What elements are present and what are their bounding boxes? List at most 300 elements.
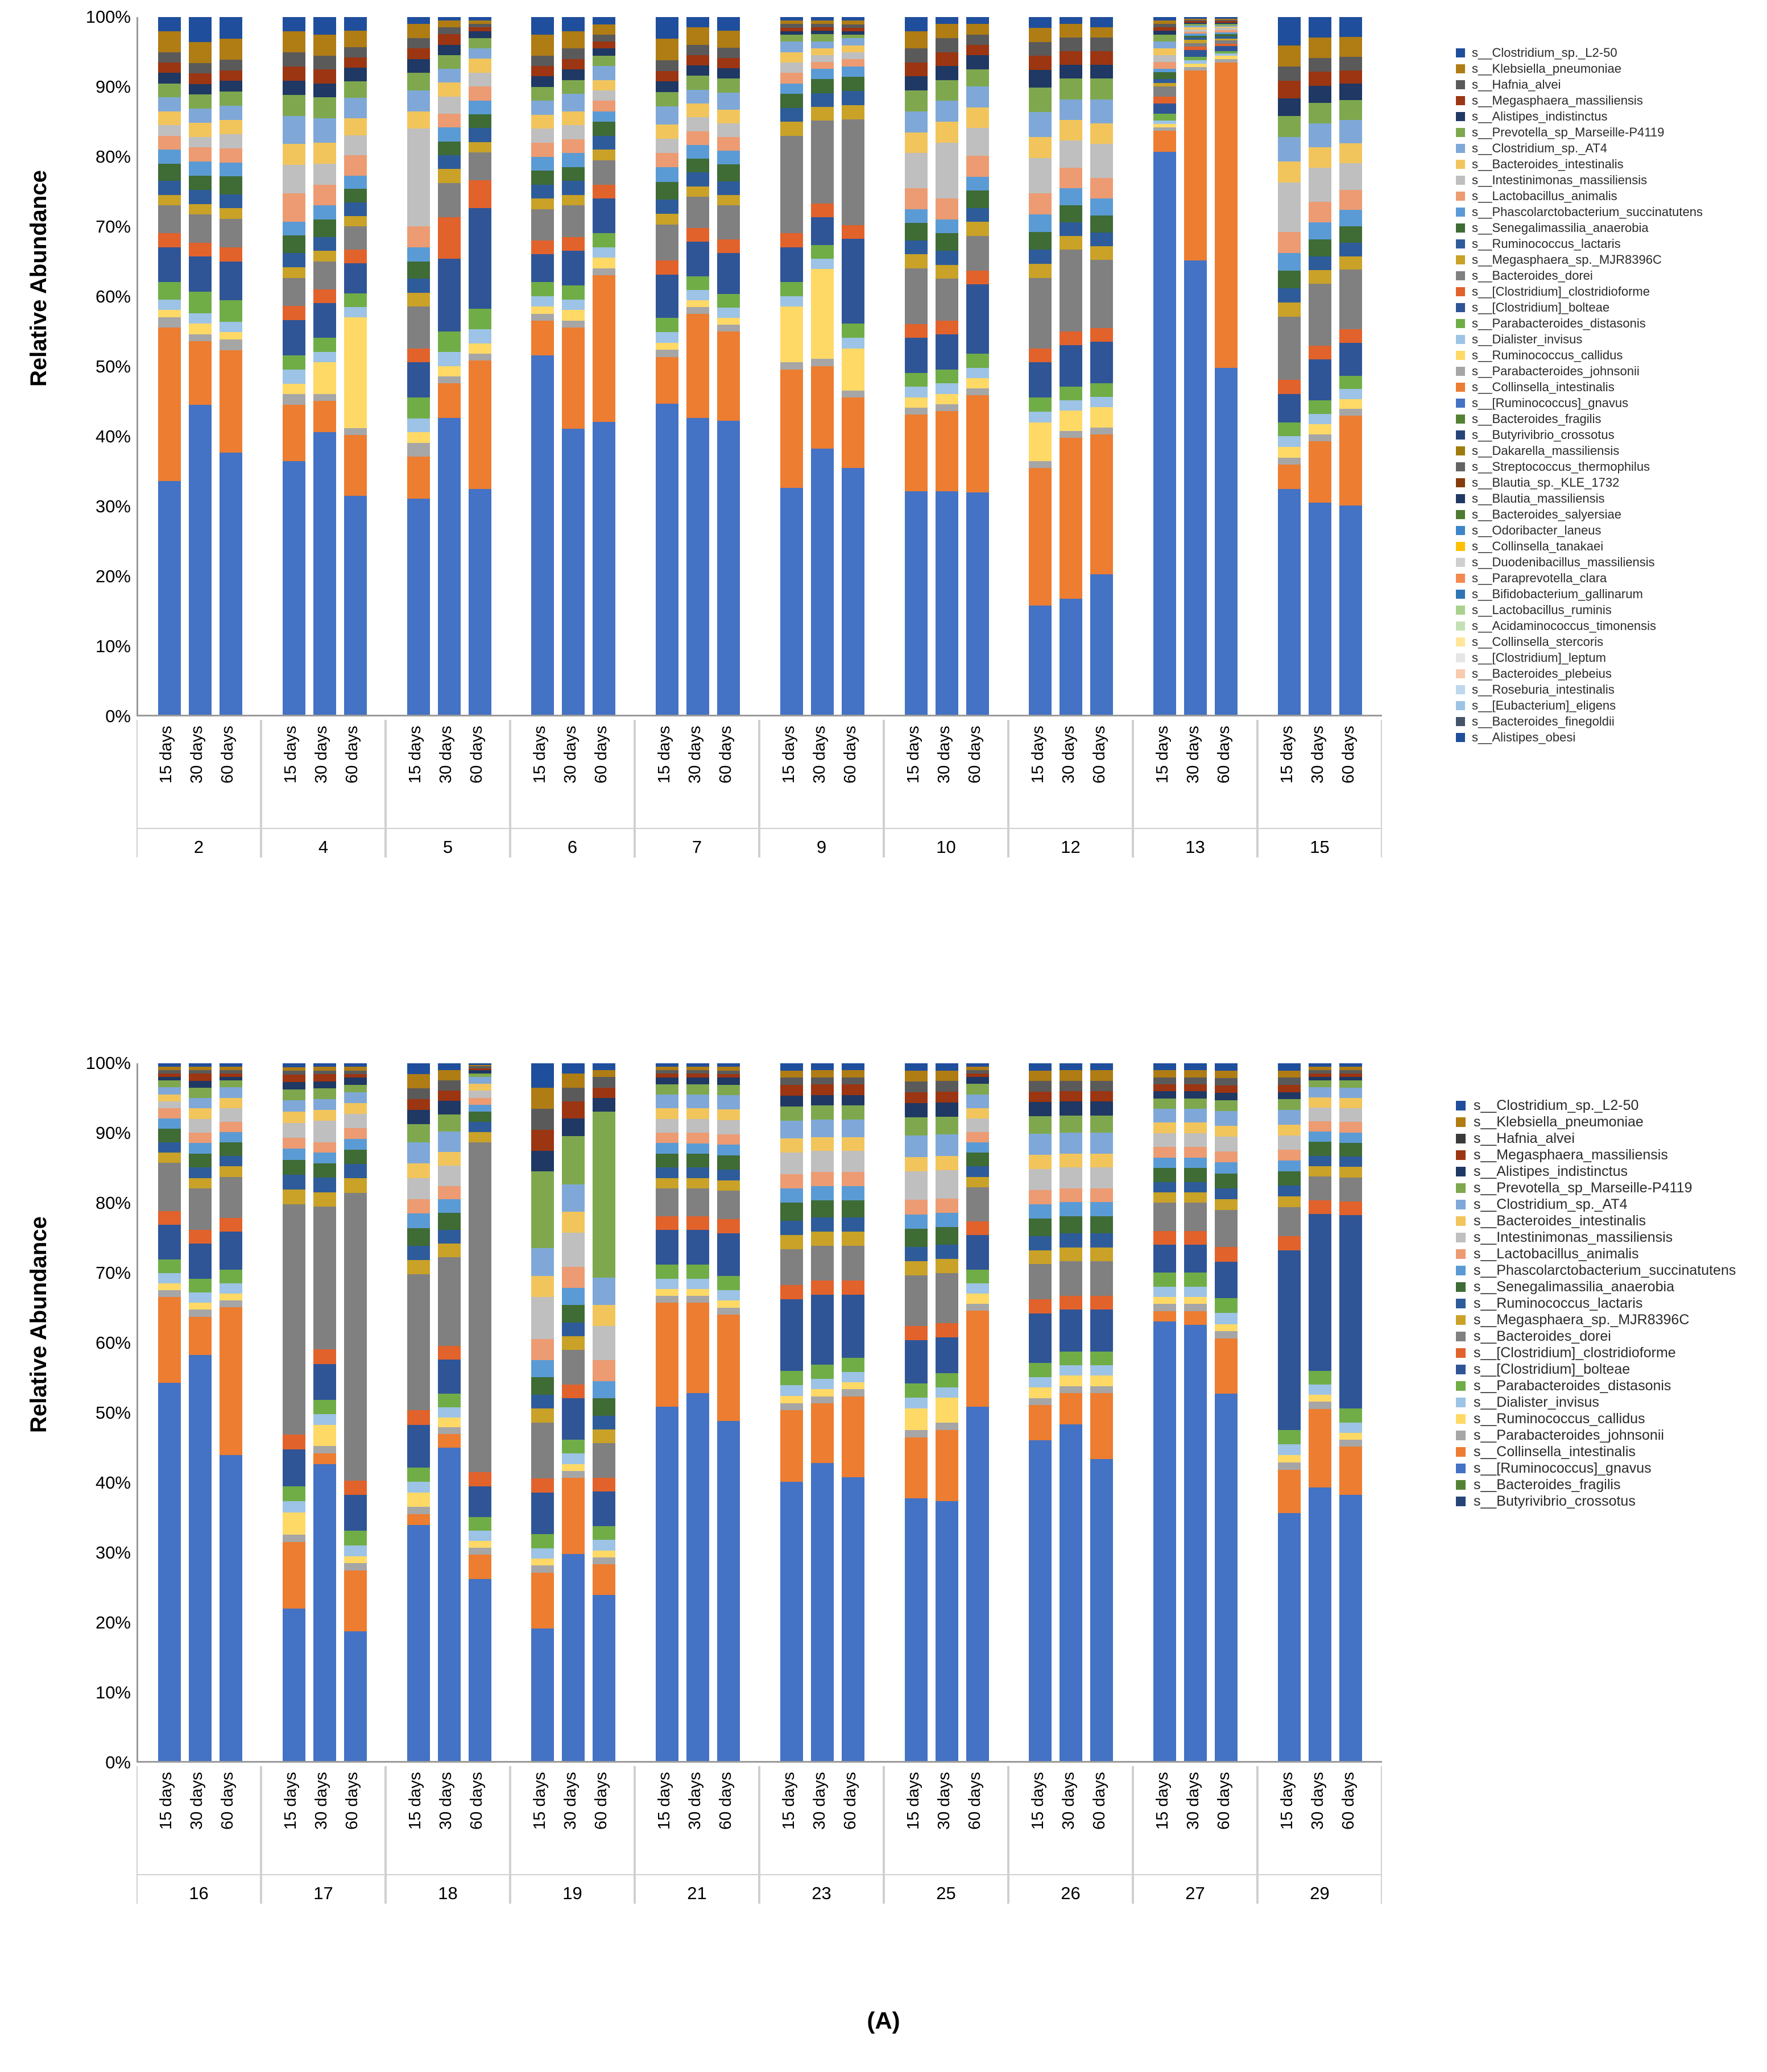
y-tick-label: 80%	[95, 1193, 131, 1213]
legend-item	[1456, 1279, 1736, 1295]
stacked-bar[interactable]	[562, 1063, 585, 1761]
bar-segment	[531, 1248, 554, 1276]
bar-segment	[717, 164, 740, 181]
bar-group	[511, 1063, 636, 1761]
stacked-bar[interactable]	[966, 17, 989, 715]
stacked-bar[interactable]	[1060, 17, 1082, 715]
legend-swatch-icon	[1456, 1315, 1466, 1325]
bar-segment	[344, 1563, 367, 1570]
bar-segment	[1309, 103, 1331, 123]
bar-segment	[686, 1084, 709, 1095]
legend-item	[1456, 571, 1703, 586]
bar-segment	[1278, 394, 1301, 422]
bar-segment	[966, 1177, 989, 1187]
stacked-bar[interactable]	[1184, 17, 1207, 715]
stacked-bar[interactable]	[158, 1063, 181, 1761]
bar-segment	[313, 1464, 336, 1761]
bar-segment	[1090, 78, 1113, 99]
timepoint-label: 15 days	[1153, 1772, 1172, 1830]
bar-segment	[1060, 1070, 1082, 1080]
bar-segment	[562, 237, 585, 251]
bar-segment	[842, 1281, 864, 1295]
stacked-bar[interactable]	[531, 17, 554, 715]
bar-segment	[438, 1070, 461, 1080]
bar-group	[511, 17, 636, 715]
bar-segment	[1029, 362, 1052, 397]
bar-segment	[1309, 1395, 1331, 1402]
bar-segment	[656, 1167, 678, 1178]
bar-segment	[966, 1118, 989, 1132]
bar-segment	[905, 1071, 928, 1081]
legend-item	[1456, 1196, 1736, 1213]
bar-segment	[158, 1383, 181, 1761]
bar-segment	[438, 1132, 461, 1152]
bar-segment	[313, 1178, 336, 1192]
bar-segment	[811, 204, 834, 217]
bar-segment	[283, 193, 305, 222]
bar-segment	[905, 324, 928, 338]
bar-segment	[1060, 1261, 1082, 1296]
timepoint-label: 60 days	[1090, 726, 1108, 784]
bar-segment	[1029, 397, 1052, 412]
bar-segment	[158, 282, 181, 300]
bar-segment	[220, 247, 242, 262]
bar-segment	[811, 1105, 834, 1120]
bar-segment	[656, 1303, 678, 1407]
legend-label: s__Alistipes_obesi	[1472, 730, 1576, 744]
bar-segment	[1215, 1071, 1238, 1078]
stacked-bar[interactable]	[1215, 1063, 1238, 1761]
bar-segment	[1309, 400, 1331, 414]
timepoint-label: 30 days	[1059, 1772, 1078, 1830]
stacked-bar[interactable]	[189, 17, 212, 715]
legend-swatch-icon	[1456, 96, 1465, 105]
legend-label: s__Parabacteroides_johnsonii	[1472, 364, 1640, 378]
stacked-bar[interactable]	[1309, 1063, 1331, 1761]
bar-segment	[1029, 349, 1052, 363]
stacked-bar[interactable]	[1278, 1063, 1301, 1761]
legend-label: s__Hafnia_alvei	[1472, 77, 1561, 92]
bar-segment	[1339, 505, 1362, 715]
bar-segment	[842, 59, 864, 66]
bar-segment	[438, 82, 461, 96]
bar-segment	[842, 1105, 864, 1120]
stacked-bar[interactable]	[686, 17, 709, 715]
bar-segment	[1029, 1377, 1052, 1388]
bar-segment	[936, 1103, 958, 1117]
bar-segment	[966, 1187, 989, 1221]
legend-swatch-icon	[1456, 176, 1465, 185]
stacked-bar[interactable]	[1339, 1063, 1362, 1761]
stacked-bar[interactable]	[1029, 1063, 1052, 1761]
stacked-bar[interactable]	[344, 1063, 367, 1761]
bar-segment	[1029, 1155, 1052, 1169]
stacked-bar[interactable]	[593, 1063, 615, 1761]
bar-segment	[1278, 137, 1301, 161]
stacked-bar[interactable]	[966, 1063, 989, 1761]
bar-segment	[313, 143, 336, 164]
bar-segment	[438, 366, 461, 376]
x-axis-group	[1008, 720, 1133, 857]
bar-segment	[717, 123, 740, 137]
stacked-bar[interactable]	[438, 17, 461, 715]
stacked-bar[interactable]	[469, 17, 491, 715]
bar-segment	[189, 147, 212, 161]
bar-segment	[189, 292, 212, 313]
bar-segment	[220, 163, 242, 177]
bar-segment	[407, 306, 430, 349]
stacked-bar[interactable]	[220, 17, 242, 715]
bar-segment	[407, 499, 430, 715]
stacked-bar[interactable]	[842, 1063, 864, 1761]
bar-segment	[407, 111, 430, 129]
bar-segment	[158, 52, 181, 63]
bar-segment	[1215, 1188, 1238, 1199]
legend-bottom	[1456, 1097, 1736, 1510]
bar-segment	[656, 1407, 678, 1761]
bar-segment	[1278, 1063, 1301, 1071]
bar-segment	[936, 52, 958, 67]
legend-swatch-icon	[1456, 574, 1465, 583]
stacked-bar[interactable]	[1309, 17, 1331, 715]
legend-label: s__Bacteroides_intestinalis	[1474, 1213, 1646, 1229]
legend-item	[1456, 1361, 1736, 1378]
stacked-bar[interactable]	[562, 17, 585, 715]
bar-segment	[313, 338, 336, 352]
legend-item	[1456, 1180, 1736, 1196]
stacked-bar[interactable]	[283, 1063, 305, 1761]
bar-segment	[686, 1119, 709, 1133]
bar-segment	[593, 1491, 615, 1526]
bar-segment	[966, 45, 989, 55]
bar-segment	[1090, 216, 1113, 233]
bar-segment	[1060, 400, 1082, 411]
bar-segment	[905, 1063, 928, 1071]
timepoint-label: 15 days	[655, 1772, 673, 1830]
stacked-bar[interactable]	[780, 1063, 803, 1761]
bar-segment	[344, 1631, 367, 1761]
bar-segment	[593, 1305, 615, 1325]
bar-segment	[531, 1130, 554, 1151]
bar-segment	[966, 492, 989, 715]
bar-segment	[1339, 17, 1362, 37]
bar-segment	[220, 39, 242, 60]
bar-segment	[344, 1545, 367, 1556]
bar-segment	[562, 31, 585, 49]
stacked-bar[interactable]	[936, 17, 958, 715]
bar-segment	[158, 164, 181, 181]
bar-segment	[1184, 1091, 1207, 1098]
bar-segment	[936, 38, 958, 52]
bar-segment	[469, 208, 491, 309]
stacked-bar[interactable]	[220, 1063, 242, 1761]
bar-segment	[1090, 1261, 1113, 1296]
y-tick-label: 20%	[95, 566, 131, 586]
bar-segment	[780, 108, 803, 122]
bar-segment	[811, 1246, 834, 1281]
legend-item	[1456, 635, 1703, 649]
bar-segment	[656, 1119, 678, 1133]
bar-segment	[811, 1151, 834, 1172]
bar-segment	[438, 1230, 461, 1244]
legend-swatch-icon	[1456, 415, 1465, 424]
bar-segment	[189, 1279, 212, 1292]
bar-segment	[1029, 422, 1052, 461]
bar-segment	[1339, 1447, 1362, 1495]
bar-segment	[593, 101, 615, 111]
bar-segment	[686, 90, 709, 103]
bar-segment	[1184, 1192, 1207, 1203]
stacked-bar[interactable]	[1029, 17, 1052, 715]
stacked-bar[interactable]	[842, 17, 864, 715]
figure-panel-label: (A)	[867, 2007, 900, 2034]
bar-segment	[811, 1396, 834, 1403]
bar-segment	[438, 1244, 461, 1257]
stacked-bar[interactable]	[656, 17, 678, 715]
bar-segment	[905, 415, 928, 491]
legend-item	[1456, 109, 1703, 124]
bar-segment	[966, 271, 989, 284]
bar-segment	[158, 150, 181, 164]
stacked-bar[interactable]	[936, 1063, 958, 1761]
bar-segment	[158, 1118, 181, 1129]
stacked-bar[interactable]	[780, 17, 803, 715]
bar-segment	[1309, 424, 1331, 434]
legend-label: s__Collinsella_intestinalis	[1474, 1444, 1636, 1460]
timepoint-label: 15 days	[1028, 1772, 1047, 1830]
bar-segment	[189, 1098, 212, 1108]
bar-segment	[780, 1221, 803, 1235]
stacked-bar[interactable]	[531, 1063, 554, 1761]
bar-segment	[936, 491, 958, 715]
bar-segment	[905, 268, 928, 324]
bar-segment	[717, 239, 740, 253]
bar-segment	[1184, 1297, 1207, 1304]
bar-segment	[780, 1121, 803, 1138]
stacked-bar[interactable]	[905, 1063, 928, 1761]
bar-segment	[842, 1295, 864, 1358]
bar-segment	[344, 98, 367, 118]
bar-segment	[562, 1212, 585, 1232]
bar-segment	[686, 76, 709, 89]
bar-segment	[966, 86, 989, 107]
stacked-bar[interactable]	[313, 17, 336, 715]
bar-segment	[438, 69, 461, 82]
stacked-bar[interactable]	[1060, 1063, 1082, 1761]
stacked-bar[interactable]	[438, 1063, 461, 1761]
bar-segment	[1215, 1338, 1238, 1394]
stacked-bar[interactable]	[1184, 1063, 1207, 1761]
bar-segment	[1029, 461, 1052, 468]
bar-segment	[1153, 1078, 1176, 1084]
bar-segment	[842, 391, 864, 397]
bar-segment	[469, 1486, 491, 1517]
legend-label: s__Senegalimassilia_anaerobia	[1472, 221, 1649, 235]
legend-item	[1456, 77, 1703, 92]
legend-item	[1456, 1114, 1736, 1130]
bar-segment	[407, 1507, 430, 1514]
stacked-bar[interactable]	[811, 17, 834, 715]
legend-swatch-icon	[1456, 1233, 1466, 1242]
bar-segment	[811, 79, 834, 93]
bar-segment	[1215, 1063, 1238, 1071]
bar-segment	[220, 1166, 242, 1176]
bar-segment	[344, 176, 367, 189]
bar-segment	[1153, 1063, 1176, 1070]
bar-segment	[686, 1167, 709, 1178]
bar-segment	[344, 1114, 367, 1128]
legend-item	[1456, 475, 1703, 490]
legend-item	[1456, 189, 1703, 204]
legend-swatch-icon	[1456, 526, 1465, 535]
bar-segment	[905, 1398, 928, 1408]
bar-segment	[344, 216, 367, 226]
bar-segment	[842, 1151, 864, 1172]
bar-segment	[1215, 1174, 1238, 1188]
bar-segment	[1309, 147, 1331, 168]
stacked-bar[interactable]	[1278, 17, 1301, 715]
bar-segment	[717, 325, 740, 331]
stacked-bar[interactable]	[1215, 17, 1238, 715]
stacked-bar[interactable]	[717, 17, 740, 715]
x-axis-bottom	[136, 1766, 1382, 1904]
legend-item	[1456, 1460, 1736, 1477]
bar-segment	[905, 153, 928, 188]
bar-segment	[686, 1216, 709, 1230]
legend-item	[1456, 221, 1703, 235]
bar-segment	[531, 157, 554, 171]
bar-segment	[966, 107, 989, 129]
bar-segment	[717, 68, 740, 78]
stacked-bar[interactable]	[283, 17, 305, 715]
bar-segment	[438, 1407, 461, 1418]
bar-segment	[1339, 143, 1362, 163]
bar-segment	[905, 132, 928, 154]
bar-segment	[686, 1279, 709, 1289]
legend-swatch-icon	[1456, 1282, 1466, 1292]
stacked-bar[interactable]	[189, 1063, 212, 1761]
bar-segment	[811, 1137, 834, 1151]
bar-segment	[283, 267, 305, 278]
bar-segment	[158, 1080, 181, 1087]
bar-segment	[811, 34, 834, 41]
bar-segment	[158, 181, 181, 195]
bar-segment	[158, 84, 181, 98]
stacked-bar[interactable]	[158, 17, 181, 715]
stacked-bar[interactable]	[1153, 17, 1176, 715]
legend-item	[1456, 444, 1703, 458]
bar-segment	[344, 31, 367, 48]
bar-segment	[1090, 1309, 1113, 1351]
bar-segment	[1278, 183, 1301, 232]
bar-segment	[842, 1382, 864, 1389]
legend-item	[1456, 1163, 1736, 1180]
stacked-bar[interactable]	[686, 1063, 709, 1761]
bar-segment	[562, 1088, 585, 1101]
bar-segment	[1060, 1424, 1082, 1761]
bar-segment	[780, 35, 803, 42]
stacked-bar[interactable]	[344, 17, 367, 715]
stacked-bar[interactable]	[656, 1063, 678, 1761]
stacked-bar[interactable]	[407, 1063, 430, 1761]
bar-segment	[313, 1121, 336, 1142]
bar-segment	[1090, 1352, 1113, 1365]
bar-segment	[1029, 28, 1052, 42]
y-tick-label: 100%	[85, 7, 131, 27]
subject-label: 21	[636, 1874, 758, 1904]
bar-segment	[531, 1063, 554, 1088]
bar-segment	[189, 256, 212, 292]
bar-segment	[1060, 24, 1082, 38]
bar-segment	[966, 156, 989, 177]
stacked-bar[interactable]	[593, 17, 615, 715]
subject-label: 17	[262, 1874, 384, 1904]
bar-segment	[283, 31, 305, 52]
bar-segment	[1339, 256, 1362, 270]
stacked-bar[interactable]	[1090, 1063, 1113, 1761]
bar-segment	[656, 182, 678, 200]
bar-segment	[656, 214, 678, 225]
bar-segment	[656, 17, 678, 39]
subject-label: 18	[387, 1874, 509, 1904]
bar-segment	[717, 110, 740, 123]
stacked-bar[interactable]	[313, 1063, 336, 1761]
bar-segment	[811, 42, 834, 48]
legend-swatch-icon	[1456, 717, 1465, 726]
bar-segment	[1278, 380, 1301, 394]
bar-segment	[936, 1373, 958, 1387]
bar-segment	[407, 1199, 430, 1213]
bar-segment	[905, 338, 928, 372]
bar-segment	[158, 195, 181, 205]
bar-segment	[407, 1124, 430, 1142]
stacked-bar[interactable]	[469, 1063, 491, 1761]
bar-segment	[313, 251, 336, 261]
legend-item	[1456, 428, 1703, 442]
stacked-bar[interactable]	[1153, 1063, 1176, 1761]
bar-segment	[469, 1122, 491, 1132]
bar-segment	[1090, 1365, 1113, 1375]
bar-segment	[438, 1186, 461, 1200]
bar-segment	[966, 1283, 989, 1294]
bar-segment	[313, 219, 336, 237]
bar-segment	[905, 223, 928, 241]
y-tick-label: 0%	[105, 1752, 131, 1772]
bar-segment	[158, 481, 181, 715]
bar-segment	[717, 1134, 740, 1145]
bar-segment	[1060, 1309, 1082, 1351]
bar-segment	[1090, 1070, 1113, 1080]
bar-segment	[686, 1296, 709, 1303]
bar-segment	[158, 1297, 181, 1383]
bar-segment	[469, 1531, 491, 1541]
stacked-bar[interactable]	[407, 17, 430, 715]
timepoint-label: 15 days	[655, 726, 673, 784]
bar-segment	[842, 1137, 864, 1151]
bar-segment	[717, 1233, 740, 1276]
x-axis-group	[884, 1766, 1008, 1904]
bar-segment	[1339, 1201, 1362, 1215]
stacked-bar[interactable]	[905, 17, 928, 715]
bar-segment	[469, 128, 491, 142]
stacked-bar[interactable]	[1339, 17, 1362, 715]
stacked-bar[interactable]	[1090, 17, 1113, 715]
stacked-bar[interactable]	[717, 1063, 740, 1761]
legend-label: s__Megasphaera_sp._MJR8396C	[1474, 1312, 1690, 1328]
bar-segment	[1184, 1084, 1207, 1091]
legend-label: s__[Clostridium]_clostridioforme	[1474, 1345, 1676, 1361]
stacked-bar[interactable]	[811, 1063, 834, 1761]
